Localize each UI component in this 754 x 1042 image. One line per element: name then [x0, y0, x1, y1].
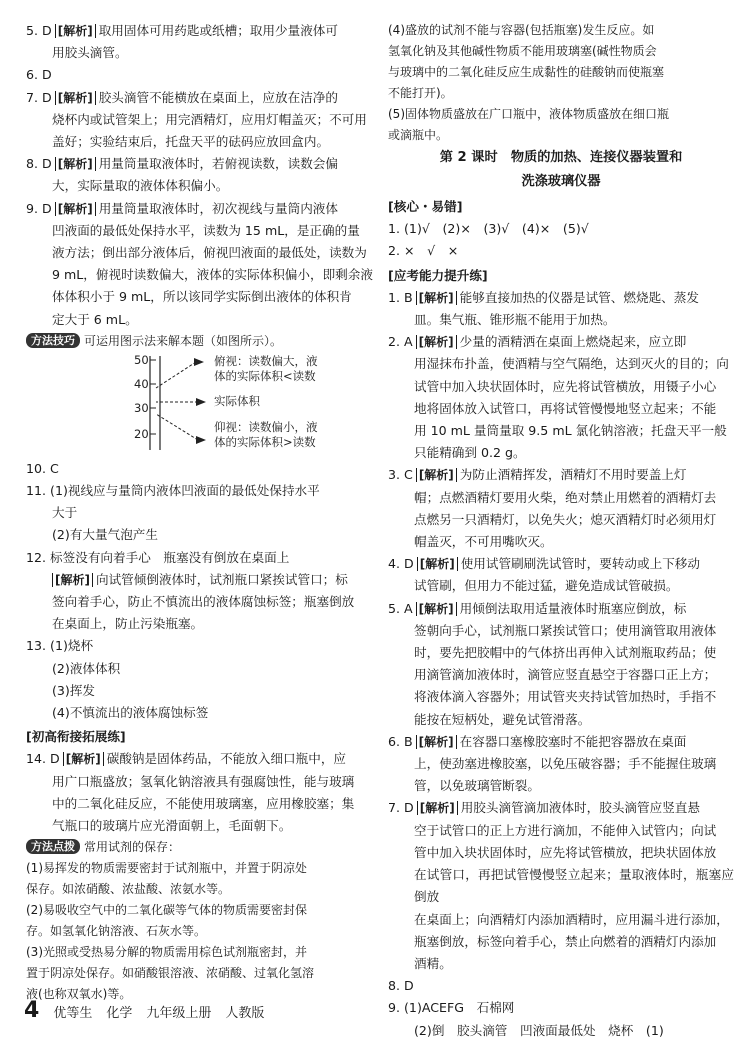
core-answer-2: 2. × √ ×: [388, 243, 459, 259]
left-column: [26, 20, 376, 1005]
storage-rule-3-cont: 置于阴凉处保存。如硝酸银溶液、浓硝酸、过氧化氢溶: [26, 966, 315, 981]
tick-label-50: 50: [134, 352, 149, 367]
tick-label-40: 40: [134, 376, 149, 391]
answer-9: 9. D [解析] 用量筒量取液体时，初次视线与量筒内液体: [26, 200, 338, 216]
ability-answer-7-cont: 在试管口，再把试管慢慢竖立起来；量取液体时，瓶塞应倒放: [414, 867, 734, 905]
storage-rule-2: (2)易吸收空气中的二氧化碳等气体的物质需要密封保: [26, 903, 308, 918]
eye-icon: [196, 398, 206, 406]
answer-9-cont: 9 mL，俯视时读数偏大，液体的实际体积偏小，即剩余液: [52, 267, 373, 283]
ability-answer-5-cont: 将液体滴入容器外；用试管夹夹持试管加热时，手指不: [414, 689, 717, 705]
book-brand: 优等生: [53, 1006, 93, 1021]
core-answer-1: 1. (1)√ (2)× (3)√ (4)× (5)√: [388, 221, 589, 237]
ability-answer-1-cont: 皿。集气瓶、锥形瓶不能用于加热。: [414, 312, 616, 328]
analysis-tag: [解析]: [63, 752, 104, 766]
answer-13: 13. (1)烧杯: [26, 638, 94, 654]
ability-answer-2-cont: 用 10 mL 量筒量取 9.5 mL 氯化钠溶液；托盘天平一般: [414, 423, 727, 439]
storage-rule-4-cont: 不能打开)。: [388, 86, 453, 100]
ability-answer-7-cont: 空于试管口的正上方进行滴加，不能伸入试管内；向试: [414, 822, 717, 838]
lesson-title: 第 2 课时 物质的加热、连接仪器装置和: [439, 150, 683, 165]
answer-14-cont: 中的二氧化硅反应，不能使用玻璃塞，应用橡胶塞；集: [52, 795, 355, 811]
storage-rule-2-cont: 存。如氢氧化钠溶液、石灰水等。: [26, 924, 207, 939]
ability-answer-9-cont: (2)倒 胶头滴管 凹液面最低处 烧杯 (1): [414, 1022, 664, 1038]
ability-answer-7: 7. D [解析] 用胶头滴管滴加液体时，胶头滴管应竖直悬: [388, 800, 700, 816]
analysis-tag: [解析]: [417, 557, 458, 571]
answer-14-cont: 气瓶口的玻璃片应光滑面朝上，毛面朝下。: [52, 818, 292, 834]
answer-7-cont: 烧杯内或试管架上；用完酒精灯，应用灯帽盖灭；不可用: [52, 111, 367, 127]
answer-12: 12. 标签没有向着手心 瓶塞没有倒放在桌面上: [26, 549, 290, 565]
ability-answer-3-cont: 帽盖灭，不可用嘴吹灭。: [414, 534, 553, 550]
method-tip-badge: 方法技巧: [26, 333, 80, 348]
book-edition: 人教版: [225, 1006, 265, 1021]
answer-14: 14. D [解析] 碳酸钠是固体药品，不能放入细口瓶中，应: [26, 751, 346, 767]
storage-rule-5: (5)固体物质盛放在广口瓶中，液体物质盛放在细口瓶: [388, 107, 670, 121]
book-grade: 九年级上册: [146, 1006, 212, 1021]
analysis-tag: [解析]: [417, 801, 458, 815]
answer-14-cont: 用广口瓶盛放；氢氧化钠溶液具有强腐蚀性，能与玻璃: [52, 773, 355, 789]
answer-5-cont: 用胶头滴管。: [52, 45, 128, 61]
analysis-tag: [解析]: [55, 91, 96, 105]
answer-9-cont: 液方法；倒出部分液体后，俯视凹液面的最低处，读数为: [52, 245, 367, 261]
ability-answer-2: 2. A [解析] 少量的酒精洒在桌面上燃烧起来，应立即: [388, 334, 687, 350]
analysis-tag: [解析]: [55, 24, 96, 38]
ability-answer-3-cont: 点燃另一只酒精灯，以免失火；熄灭酒精灯时必须用灯: [414, 511, 717, 527]
eye-icon: [194, 358, 204, 366]
answer-12-cont: 在桌面上，防止污染瓶塞。: [52, 616, 204, 632]
answer-7: 7. D [解析] 胶头滴管不能横放在桌面上，应放在洁净的: [26, 89, 338, 105]
ability-answer-2-cont: 只能精确到 0.2 g。: [414, 445, 526, 461]
storage-rule-4-cont: 氢氧化钠及其他碱性物质不能用玻璃塞(碱性物质会: [388, 44, 657, 58]
tick-label-20: 20: [134, 426, 149, 441]
ability-answer-7-cont: 管中加入块状固体时，应先将试管横放，把块状固体放: [414, 844, 717, 860]
lesson-title-cont: 洗涤玻璃仪器: [521, 174, 601, 189]
ability-answer-5: 5. A [解析] 用倾倒法取用适量液体时瓶塞应倒放，标: [388, 600, 687, 616]
analysis-tag: [解析]: [416, 602, 457, 616]
figure-label-upward: 仰视：读数偏小，液: [214, 419, 318, 434]
ability-answer-3: 3. C [解析] 为防止酒精挥发，酒精灯不用时要盖上灯: [388, 467, 687, 483]
answer-5: 5. D [解析] 取用固体可用药匙或纸槽；取用少量液体可: [26, 23, 338, 38]
method-note-badge: 方法点拨: [26, 839, 80, 854]
storage-rule-4: (4)盛放的试剂不能与容器(包括瓶塞)发生反应。如: [388, 23, 655, 37]
method-note: 方法点拨 常用试剂的保存：: [26, 837, 376, 858]
analysis-tag: [解析]: [55, 202, 96, 216]
answer-9-cont: 体体积小于 9 mL，所以该同学实际倒出液体的体积肯: [52, 289, 352, 305]
ability-answer-5-cont: 用滴管滴加液体时，滴管应竖直悬空于容器口正上方；: [414, 667, 717, 683]
section-heading-core: [核心・易错]: [388, 199, 463, 214]
storage-rule-4-cont: 与玻璃中的二氧化硅反应生成黏性的硅酸钠而使瓶塞: [388, 65, 665, 79]
right-column: [388, 20, 734, 1042]
answer-13-cont: (3)挥发: [52, 682, 96, 698]
page-number: 4: [24, 998, 40, 1023]
ability-answer-1: 1. B [解析] 能够直接加热的仪器是试管、燃烧匙、蒸发: [388, 289, 699, 305]
sightline-top: [156, 362, 196, 388]
eye-icon: [196, 436, 206, 444]
answer-6: 6. D: [26, 67, 52, 83]
answer-13-cont: (2)液体体积: [52, 660, 121, 676]
ability-answer-5-cont: 时，要先把胶帽中的气体挤出再伸入试剂瓶取药品；使: [414, 645, 717, 661]
ability-answer-7-cont: 酒精。: [414, 955, 452, 971]
answer-10: 10. C: [26, 460, 59, 476]
answer-12-cont: 签向着手心，防止不慎流出的液体腐蚀标签；瓶塞倒放: [52, 594, 355, 610]
book-subject: 化学: [106, 1006, 133, 1021]
sightline-bottom: [156, 414, 198, 440]
ability-answer-7-cont: 在桌面上；向酒精灯内添加酒精时，应用漏斗进行添加，: [414, 911, 729, 927]
method-tip: 方法技巧 可运用图示法来解本题（如图所示）。: [26, 331, 376, 352]
storage-rule-1: (1)易挥发的物质需要密封于试剂瓶中，并置于阴凉处: [26, 861, 308, 876]
answer-12-analysis: [解析] 向试管倾倒液体时，试剂瓶口紧挨试管口；标: [26, 569, 376, 591]
analysis-tag: [解析]: [55, 157, 96, 171]
ability-answer-2-cont: 试管中加入块状固体时，应先将试管横放，用镊子小心: [414, 378, 717, 394]
ability-answer-6-cont: 上，使劲塞进橡胶塞，以免压破容器；手不能握住玻璃: [414, 756, 717, 772]
figure-label-upward: 体的实际体积>读数: [214, 434, 316, 449]
ability-answer-3-cont: 帽；点燃酒精灯要用火柴，绝对禁止用燃着的酒精灯去: [414, 489, 717, 505]
tick-label-30: 30: [134, 400, 149, 415]
figure-label-actual: 实际体积: [214, 393, 260, 408]
ability-answer-6: 6. B [解析] 在容器口塞橡胶塞时不能把容器放在桌面: [388, 733, 687, 749]
answer-8: 8. D [解析] 用量筒量取液体时，若俯视读数，读数会偏: [26, 156, 338, 172]
figure-label-overlook: 俯视：读数偏大，液: [214, 353, 318, 368]
answer-13-cont: (4)不慎流出的液体腐蚀标签: [52, 705, 209, 721]
section-heading-ability: [应考能力提升练]: [388, 267, 488, 283]
answer-7-cont: 盖好；实验结束后，托盘天平的砝码应放回盒内。: [52, 134, 330, 150]
page-footer: [24, 1000, 264, 1026]
analysis-tag: [解析]: [416, 291, 457, 305]
answer-9-cont: 凹液面的最低处保持水平，读数为 15 mL，是正确的量: [52, 222, 360, 238]
ability-answer-2-cont: 用湿抹布扑盖，使酒精与空气隔绝，达到灭火的目的；向: [414, 356, 729, 372]
ability-answer-8: 8. D: [388, 978, 414, 994]
answer-8-cont: 大，实际量取的液体体积偏小。: [52, 178, 229, 194]
section-heading-bridge: [初高衔接拓展练]: [26, 729, 126, 745]
ability-answer-5-cont: 签朝向手心，试剂瓶口紧挨试管口；使用滴管取用液体: [414, 622, 717, 638]
analysis-tag: [解析]: [416, 735, 457, 749]
answer-11-cont: (2)有大量气泡产生: [52, 527, 158, 543]
storage-rule-5-cont: 或滴瓶中。: [388, 128, 449, 142]
cylinder-reading-figure: [26, 354, 376, 454]
ability-answer-4-cont: 试管刷，但用力不能过猛，避免造成试管破损。: [414, 578, 679, 594]
analysis-tag: [解析]: [52, 573, 93, 587]
ability-answer-6-cont: 管，以免玻璃管断裂。: [414, 778, 540, 794]
ability-answer-5-cont: 能按在短柄处，避免试管滑落。: [414, 711, 591, 727]
storage-rule-3-cont: 液(也称双氧水)等。: [26, 987, 132, 1002]
storage-rule-1-cont: 保存。如浓硝酸、浓盐酸、浓氨水等。: [26, 882, 231, 897]
ability-answer-2-cont: 地将固体放入试管口，再将试管慢慢地竖立起来；不能: [414, 400, 717, 416]
answer-11-cont: 大于: [52, 505, 78, 521]
answer-11: 11. (1)视线应与量筒内液体凹液面的最低处保持水平: [26, 483, 320, 499]
analysis-tag: [解析]: [416, 335, 457, 349]
analysis-tag: [解析]: [416, 468, 457, 482]
storage-rule-3: (3)光照或受热易分解的物质需用棕色试剂瓶密封，并: [26, 945, 308, 960]
ability-answer-7-cont: 瓶塞倒放，标签向着手心，禁止向燃着的酒精灯内添加: [414, 933, 717, 949]
figure-label-overlook: 体的实际体积<读数: [214, 368, 316, 383]
ability-answer-9: 9. (1)ACEFG 石棉网: [388, 1000, 515, 1016]
ability-answer-4: 4. D [解析] 使用试管刷刷洗试管时，要转动或上下移动: [388, 556, 700, 572]
answer-9-cont: 定大于 6 mL。: [52, 311, 138, 327]
